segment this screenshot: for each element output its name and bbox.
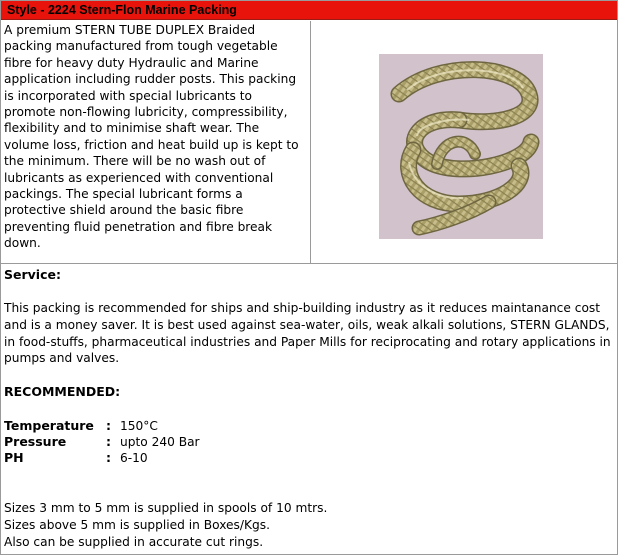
spec-separator: : [106,434,111,449]
service-heading: Service: [4,267,61,282]
description-row [1,21,617,264]
spec-label: PH [4,450,24,465]
spec-separator: : [106,450,111,465]
size-line: Also can be supplied in accurate cut rings. [4,535,264,549]
recommended-heading: RECOMMENDED: [4,384,121,399]
spec-value: 150°C [120,419,158,433]
product-description: A premium STERN TUBE DUPLEX Braided packing manufactured from tough vegetable fibre for heavy duty Hydraulic and Marine application including rudder posts. This packing is incorporated with special lubricants to promote non-flowing lubricity, compressibility, flexibility and to minimise shaft wear. The volume loss, friction and heat build up is kept to the minimum. There will be no wash out of lubricants as experienced with conventional packings. The special lubricant forms a protective shield around the basic fibre preventing fluid penetration and fibre break down. [4,23,299,251]
service-text: This packing is recommended for ships and ship-building industry as it reduces maintanance cost and is a money saver. It is best used against sea-water, oils, weak alkali solutions, STERN GLANDS, in food-stuffs, pharmaceutical industries and Paper Mills for reciprocating and rotary applications in pumps and valves. [4,301,611,366]
product-title-bar [1,1,617,20]
product-photo [379,54,543,239]
braided-rope-coil-image [379,54,543,239]
spec-separator: : [106,418,111,433]
details-row [1,264,617,553]
spec-value: 6-10 [120,451,148,465]
spec-label: Pressure [4,434,67,449]
product-title: Style - 2224 Stern-Flon Marine Packing [7,3,237,17]
spec-value: upto 240 Bar [120,435,200,449]
size-line: Sizes 3 mm to 5 mm is supplied in spools of 10 mtrs. [4,501,328,515]
size-line: Sizes above 5 mm is supplied in Boxes/Kgs. [4,518,270,532]
supply-sizes [4,500,327,551]
spec-label: Temperature [4,418,94,433]
product-image-cell [311,21,617,263]
